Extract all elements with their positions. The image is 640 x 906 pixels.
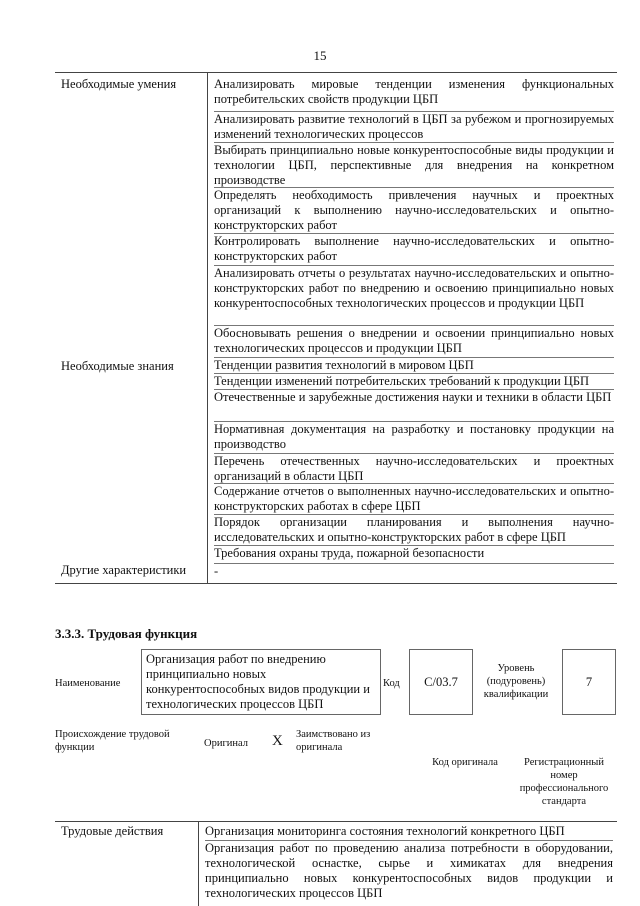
skills-label: Необходимые умения [61, 77, 177, 91]
borrowed-label: Заимствовано из оригинала [296, 729, 371, 753]
labor-actions-table [55, 821, 617, 906]
skill-item: Анализировать отчеты о результатах научно-исследовательских и опытно-конструкторских работ по внедрению и освоению принципиально новых конкурентоспособных технологических процессов и продукции ЦБП [214, 266, 614, 310]
name-label: Наименование [55, 678, 121, 689]
knowledge-item: Перечень отечественных научно-исследовательских и проектных организаций в области ЦБП [214, 454, 614, 483]
knowledge-item: Тенденции развития технологий в мировом ЦБП [214, 357, 614, 373]
original-mark: X [272, 733, 283, 749]
column-divider [198, 822, 199, 906]
skill-item: Выбирать принципиально новые конкурентоспособные виды продукции и технологии ЦБП, перспективные для внедрения на конкретном производстве [214, 143, 614, 187]
page-number: 15 [313, 48, 327, 63]
column-divider [207, 73, 208, 583]
actions-label: Трудовые действия [61, 824, 164, 838]
code-value-box: C/03.7 [409, 649, 473, 715]
skill-item: Обосновывать решения о внедрении и освоении принципиально новых технологических процессов и продукции ЦБП [214, 326, 614, 355]
name-value-box: Организация работ по внедрению принципиально новых конкурентоспособных видов продукции и технологических процессов ЦБП [141, 649, 381, 715]
origin-label: Происхождение трудовой функции [55, 729, 170, 753]
knowledge-item: Содержание отчетов о выполненных научно-исследовательских и опытно-конструкторских работах в сфере ЦБП [214, 484, 614, 513]
original-label: Оригинал [204, 738, 248, 749]
level-label: Уровень (подуровень) квалификации [483, 663, 549, 700]
knowledge-item: Порядок организации планирования и выполнения научно-исследовательских и опытно-конструкторских работ в сфере ЦБП [214, 515, 614, 544]
knowledge-item: Тенденции изменений потребительских требований к продукции ЦБП [214, 373, 614, 389]
other-value: - [214, 563, 614, 579]
section-title: 3.3.3. Трудовая функция [55, 626, 198, 641]
skill-item: Анализировать мировые тенденции изменения функциональных потребительских свойств продукции ЦБП [214, 77, 614, 106]
skill-item: Анализировать развитие технологий в ЦБП за рубежом и прогнозируемых изменений технологических процессов [214, 112, 614, 141]
skill-item: Определять необходимость привлечения научных и проектных организаций к выполнению научно-исследовательских и опытно-конструкторских работ [214, 188, 614, 232]
action-item: Организация работ по проведению анализа потребности в оборудовании, технологической оснастке, сырье и химикатах для внедрения принципиально новых конкурентоспособных видов продукции и технологических процессов ЦБП [205, 841, 613, 900]
knowledge-item: Требования охраны труда, пожарной безопасности [214, 545, 614, 561]
skills-knowledge-table [55, 72, 617, 584]
level-value-box: 7 [562, 649, 616, 715]
knowledge-item: Нормативная документация на разработку и постановку продукции на производство [214, 422, 614, 451]
code-label: Код [383, 678, 400, 689]
reg-number-label: Регистрационный номер профессионального стандарта [519, 757, 609, 807]
skill-item: Контролировать выполнение научно-исследовательских и опытно-конструкторских работ [214, 234, 614, 263]
code-original-label: Код оригинала [432, 757, 498, 768]
action-item: Организация мониторинга состояния технологий конкретного ЦБП [205, 824, 565, 838]
other-label: Другие характеристики [61, 563, 187, 577]
knowledge-label: Необходимые знания [61, 359, 174, 373]
knowledge-item: Отечественные и зарубежные достижения науки и техники в области ЦБП [214, 389, 614, 405]
